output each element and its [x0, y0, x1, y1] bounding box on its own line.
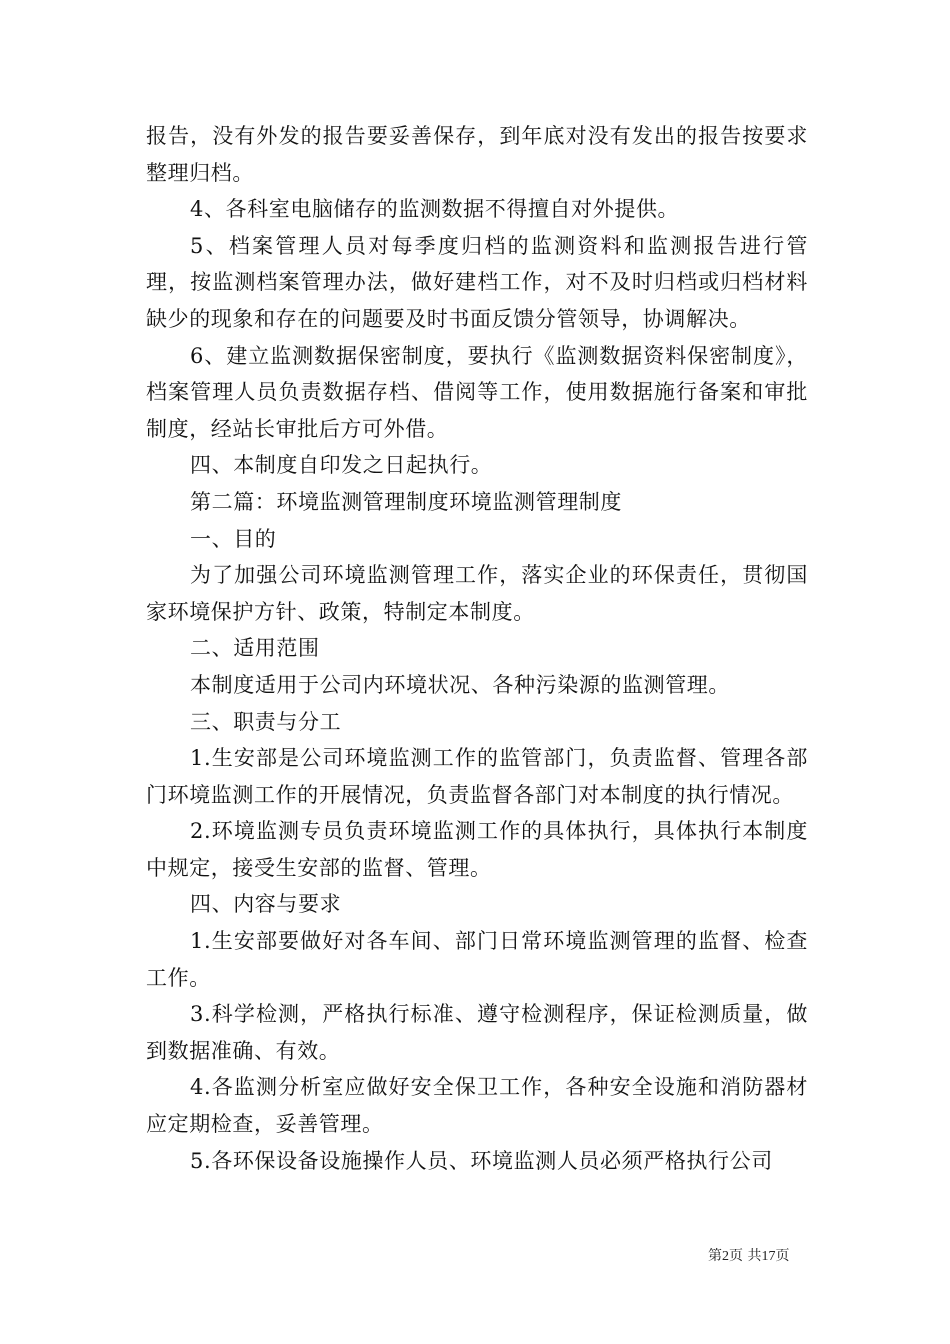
page-number-footer [708, 1247, 789, 1266]
paragraph: 4、各科室电脑储存的监测数据不得擅自对外提供。 [190, 197, 680, 222]
current-page-number: 2 [722, 1249, 729, 1264]
paragraph: 报告，没有外发的报告要妥善保存，到年底对没有发出的报告按要求整理归档。 [146, 124, 808, 185]
paragraph: 四、本制度自印发之日起执行。 [190, 453, 493, 478]
section-heading: 第二篇：环境监测管理制度环境监测管理制度 [190, 489, 622, 514]
footer-prefix: 第 [708, 1248, 722, 1264]
footer-middle: 页 共 [729, 1248, 762, 1264]
paragraph: 1.生安部要做好对各车间、部门日常环境监测管理的监督、检查工作。 [146, 929, 808, 990]
footer-suffix: 页 [775, 1248, 790, 1264]
section-heading: 一、目的 [190, 526, 277, 551]
paragraph: 5.各环保设备设施操作人员、环境监测人员必须严格执行公司 [190, 1148, 773, 1173]
section-heading: 二、适用范围 [190, 636, 320, 661]
paragraph: 5、档案管理人员对每季度归档的监测资料和监测报告进行管理，按监测档案管理办法，做好建档工作，对不及时归档或归档材料缺少的现象和存在的问题要及时书面反馈分管领导，协调解决。 [146, 233, 808, 331]
section-heading: 三、职责与分工 [190, 709, 342, 734]
paragraph: 本制度适用于公司内环境状况、各种污染源的监测管理。 [190, 672, 730, 697]
paragraph: 6、建立监测数据保密制度，要执行《监测数据资料保密制度》，档案管理人员负责数据存档、借阅等工作，使用数据施行备案和审批制度，经站长审批后方可外借。 [146, 343, 808, 441]
paragraph: 4.各监测分析室应做好安全保卫工作，各种安全设施和消防器材应定期检查，妥善管理。 [146, 1075, 808, 1137]
paragraph: 3.科学检测，严格执行标准、遵守检测程序，保证检测质量，做到数据准确、有效。 [146, 1002, 808, 1063]
paragraph: 1.生安部是公司环境监测工作的监管部门，负责监督、管理各部门环境监测工作的开展情况，负责监督各部门对本制度的执行情况。 [146, 746, 808, 807]
paragraph: 为了加强公司环境监测管理工作，落实企业的环保责任，贯彻国家环境保护方针、政策，特制定本制度。 [146, 563, 808, 624]
section-heading: 四、内容与要求 [190, 892, 342, 917]
document-body [146, 118, 808, 1179]
paragraph: 2.环境监测专员负责环境监测工作的具体执行，具体执行本制度中规定，接受生安部的监督、管理。 [146, 819, 808, 880]
total-pages-number: 17 [761, 1249, 776, 1264]
